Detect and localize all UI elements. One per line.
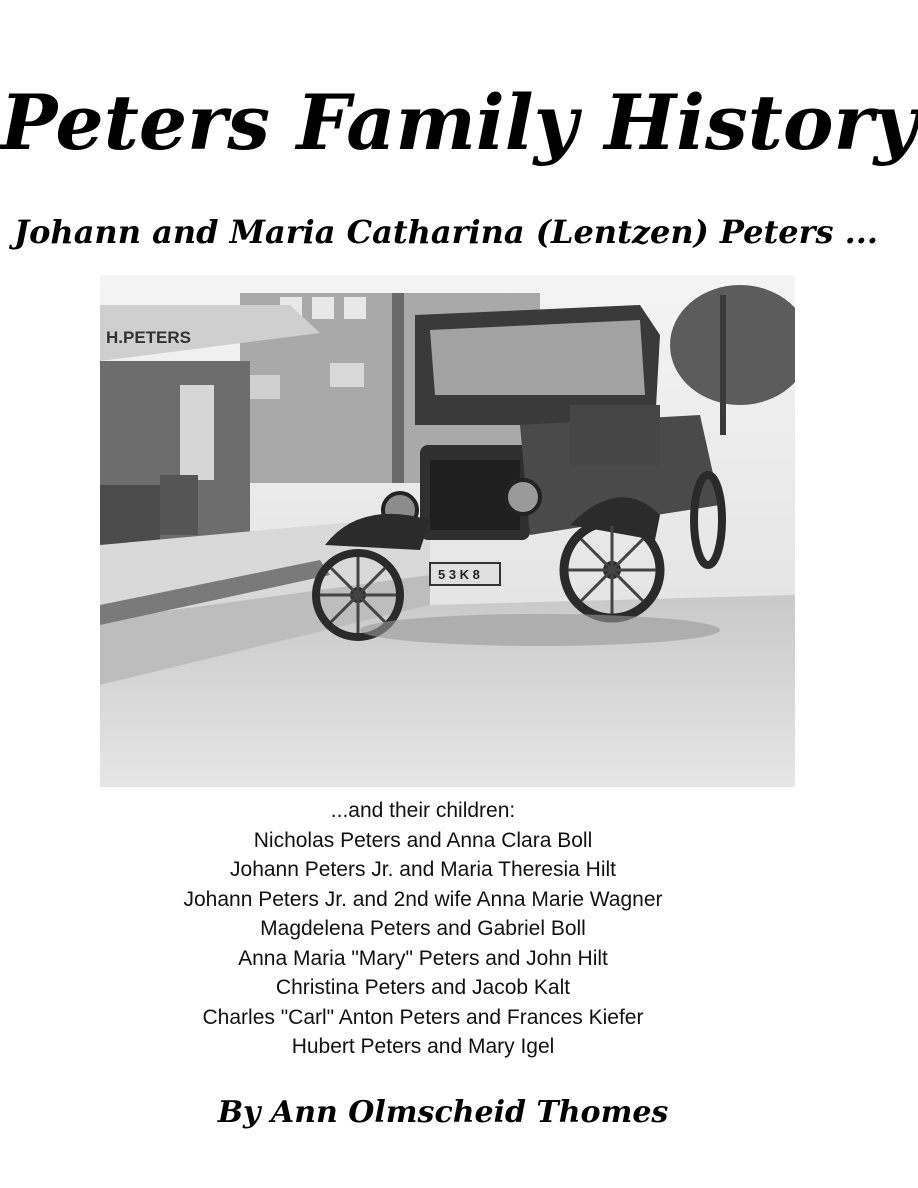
author-byline: By Ann Olmscheid Thomes: [217, 1095, 669, 1130]
child-entry: Hubert Peters and Mary Igel: [291, 1035, 555, 1058]
document-title: Peters Family History: [0, 78, 918, 167]
child-entry: Magdelena Peters and Gabriel Boll: [260, 917, 586, 940]
children-list: [0, 796, 846, 1062]
child-entry: Charles "Carl" Anton Peters and Frances Kiefer: [202, 1005, 644, 1029]
license-plate: 5 3 K 8: [438, 567, 480, 582]
document-subtitle: Johann and Maria Catharina (Lentzen) Peters ...: [13, 213, 879, 251]
child-entry: Nicholas Peters and Anna Clara Boll: [253, 828, 593, 852]
child-entry: Christina Peters and Jacob Kalt: [275, 976, 571, 999]
child-entry: Johann Peters Jr. and Maria Theresia Hilt: [230, 858, 616, 881]
child-entry: Johann Peters Jr. and 2nd wife Anna Marie Wagner: [183, 887, 663, 911]
children-intro: ...and their children:: [330, 799, 516, 822]
vintage-car-photo: [100, 275, 795, 787]
storefront-sign: H.PETERS: [106, 328, 192, 347]
front-right-wheel: [564, 522, 660, 618]
child-entry: Anna Maria "Mary" Peters and John Hilt: [238, 946, 608, 970]
